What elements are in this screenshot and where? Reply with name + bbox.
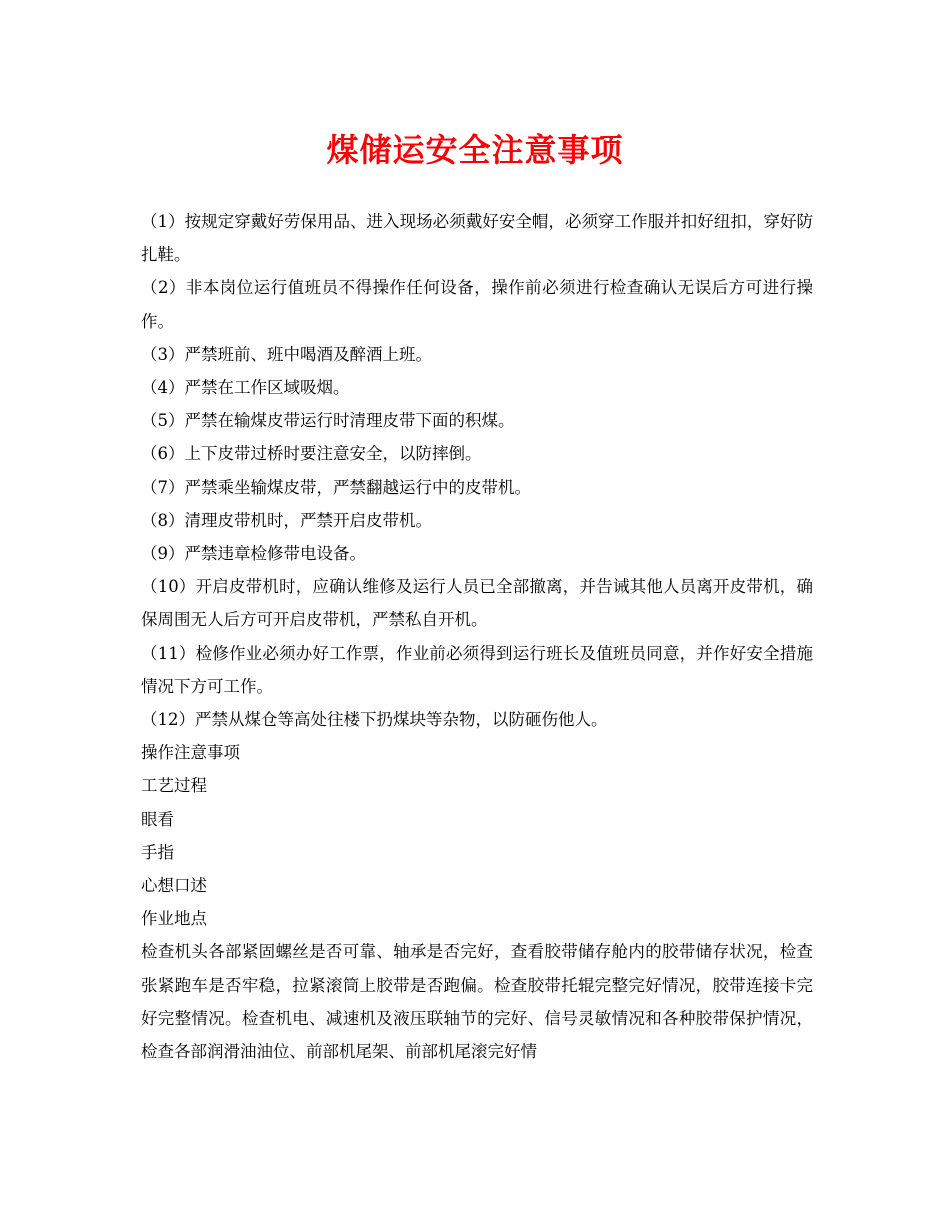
- document-body: [141, 205, 813, 1068]
- paragraph-8: （8）清理皮带机时，严禁开启皮带机。: [141, 510, 432, 530]
- paragraph-3: （3）严禁班前、班中喝酒及醉酒上班。: [141, 344, 432, 364]
- paragraph-6: （6）上下皮带过桥时要注意安全，以防摔倒。: [141, 444, 482, 464]
- paragraph-12: （12）严禁从煤仓等高处往楼下扔煤块等杂物，以防砸伤他人。: [141, 710, 608, 730]
- document-title: 煤储运安全注意事项: [326, 131, 624, 169]
- paragraph-9: （9）严禁违章检修带电设备。: [141, 544, 366, 564]
- paragraph-7: （7）严禁乘坐输煤皮带，严禁翻越运行中的皮带机。: [141, 477, 531, 497]
- paragraph-2: （2）非本岗位运行值班员不得操作任何设备，操作前必须进行检查确认无误后方可进行操作。: [141, 278, 813, 331]
- label-process: 工艺过程: [141, 776, 207, 796]
- paragraph-5: （5）严禁在输煤皮带运行时清理皮带下面的积煤。: [141, 411, 515, 431]
- label-think-say: 心想口述: [141, 876, 207, 896]
- paragraph-11: （11）检修作业必须办好工作票，作业前必须得到运行班长及值班员同意，并作好安全措施情况下方可工作。: [141, 643, 813, 696]
- paragraph-10: （10）开启皮带机时，应确认维修及运行人员已全部撤离，并告诫其他人员离开皮带机，确保周围无人后方可开启皮带机，严禁私自开机。: [141, 577, 813, 630]
- paragraph-1: （1）按规定穿戴好劳保用品、进入现场必须戴好安全帽，必须穿工作服并扣好纽扣，穿好防扎鞋。: [141, 212, 813, 265]
- section-heading-operation-notes: 操作注意事项: [141, 743, 240, 763]
- paragraph-4: （4）严禁在工作区域吸烟。: [141, 378, 350, 398]
- label-work-location: 作业地点: [141, 909, 207, 929]
- label-eye-look: 眼看: [141, 809, 174, 829]
- paragraph-inspection: 检查机头各部紧固螺丝是否可靠、轴承是否完好，查看胶带储存舱内的胶带储存状况，检查张紧跑车是否牢稳，拉紧滚筒上胶带是否跑偏。检查胶带托辊完整完好情况，胶带连接卡完好完整情况。检查机电、减速机及液压联轴节的完好、信号灵敏情况和各种胶带保护情况，检查各部润滑油油位、前部机尾架、前部机尾滚完好情: [141, 942, 813, 1062]
- label-hand-point: 手指: [141, 842, 174, 862]
